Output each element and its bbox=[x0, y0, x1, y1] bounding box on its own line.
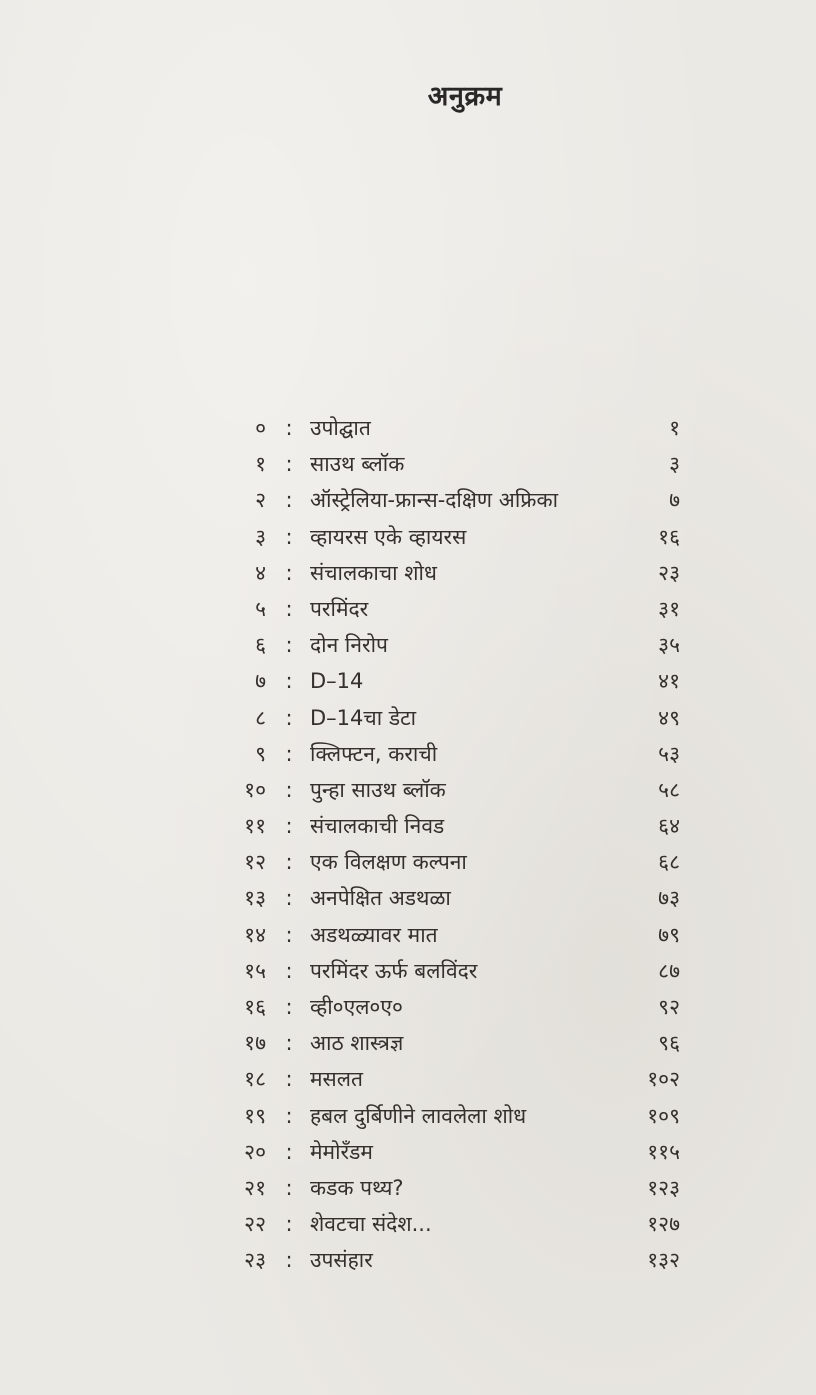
chapter-title: परमिंदर ऊर्फ बलविंदर bbox=[310, 958, 478, 983]
page-number: ६४ bbox=[658, 814, 680, 839]
chapter-number: २ bbox=[255, 488, 266, 513]
separator-colon: : bbox=[285, 741, 293, 766]
chapter-number: १७ bbox=[244, 1031, 266, 1056]
toc-row bbox=[230, 482, 680, 518]
toc-row bbox=[230, 880, 680, 916]
toc-row bbox=[230, 772, 680, 808]
chapter-number: १२ bbox=[244, 850, 266, 875]
toc-row bbox=[230, 519, 680, 555]
toc-row bbox=[230, 591, 680, 627]
toc-row bbox=[230, 555, 680, 591]
separator-colon: : bbox=[285, 633, 293, 658]
toc-row bbox=[230, 446, 680, 482]
chapter-title: परमिंदर bbox=[310, 596, 369, 621]
chapter-number: ८ bbox=[255, 705, 266, 730]
chapter-number: १ bbox=[255, 452, 266, 477]
chapter-title: दोन निरोप bbox=[310, 633, 388, 658]
toc-row bbox=[230, 1134, 680, 1170]
chapter-title: साउथ ब्लॉक bbox=[310, 452, 405, 477]
page-number: ७९ bbox=[658, 922, 680, 947]
page-number: ११५ bbox=[647, 1139, 680, 1164]
page-number: ४१ bbox=[658, 669, 680, 694]
chapter-number: १५ bbox=[244, 958, 266, 983]
chapter-number: ४ bbox=[255, 560, 266, 585]
chapter-title: D–14 bbox=[310, 669, 364, 694]
chapter-title: उपसंहार bbox=[310, 1248, 373, 1273]
separator-colon: : bbox=[285, 452, 293, 477]
chapter-title: कडक पथ्य? bbox=[310, 1175, 404, 1200]
page-number: १२७ bbox=[647, 1212, 680, 1237]
chapter-title: संचालकाचा शोध bbox=[310, 560, 437, 585]
toc-row bbox=[230, 663, 680, 699]
chapter-title: हबल दुर्बिणीने लावलेला शोध bbox=[310, 1103, 527, 1128]
toc-row bbox=[230, 989, 680, 1025]
toc-row bbox=[230, 917, 680, 953]
chapter-title: अडथळ्यावर मात bbox=[310, 922, 438, 947]
chapter-title: शेवटचा संदेश... bbox=[310, 1212, 432, 1237]
page-number: ३१ bbox=[658, 596, 680, 621]
chapter-title: ऑस्ट्रेलिया-फ्रान्स-दक्षिण अफ्रिका bbox=[310, 488, 559, 513]
separator-colon: : bbox=[285, 850, 293, 875]
toc-row bbox=[230, 953, 680, 989]
separator-colon: : bbox=[285, 705, 293, 730]
separator-colon: : bbox=[285, 669, 293, 694]
separator-colon: : bbox=[285, 922, 293, 947]
chapter-number: ६ bbox=[255, 633, 266, 658]
separator-colon: : bbox=[285, 1067, 293, 1092]
page-number: ४९ bbox=[658, 705, 680, 730]
separator-colon: : bbox=[285, 1175, 293, 1200]
chapter-number: ११ bbox=[244, 814, 266, 839]
toc-row bbox=[230, 808, 680, 844]
chapter-title: अनपेक्षित अडथळा bbox=[310, 886, 451, 911]
chapter-number: १६ bbox=[244, 995, 266, 1019]
toc-row bbox=[230, 410, 680, 446]
chapter-title: व्ही०एल०ए० bbox=[310, 995, 403, 1019]
separator-colon: : bbox=[285, 1248, 293, 1273]
separator-colon: : bbox=[285, 1212, 293, 1237]
chapter-number: १९ bbox=[244, 1103, 266, 1128]
toc-row bbox=[230, 1242, 680, 1278]
chapter-title: मसलत bbox=[310, 1067, 363, 1092]
chapter-number: २१ bbox=[244, 1175, 266, 1200]
toc-row bbox=[230, 1170, 680, 1206]
chapter-number: १४ bbox=[244, 922, 266, 947]
separator-colon: : bbox=[285, 1103, 293, 1128]
chapter-number: १८ bbox=[244, 1067, 266, 1092]
page-number: १०२ bbox=[647, 1067, 680, 1092]
chapter-number: ३ bbox=[255, 524, 266, 549]
toc-row bbox=[230, 1098, 680, 1134]
chapter-number: १३ bbox=[244, 886, 266, 911]
separator-colon: : bbox=[285, 488, 293, 513]
toc-row bbox=[230, 1025, 680, 1061]
page-number: १ bbox=[669, 416, 680, 440]
page-number: ३ bbox=[669, 452, 680, 477]
separator-colon: : bbox=[285, 1031, 293, 1056]
page-title: अनुक्रम bbox=[427, 81, 503, 112]
page-number: १६ bbox=[658, 524, 680, 549]
chapter-title: D–14चा डेटा bbox=[310, 705, 417, 730]
toc-row bbox=[230, 1061, 680, 1097]
page-number: १३२ bbox=[647, 1248, 680, 1273]
chapter-title: संचालकाची निवड bbox=[310, 814, 445, 839]
separator-colon: : bbox=[285, 1139, 293, 1164]
page-number: ६८ bbox=[658, 850, 680, 875]
chapter-title: पुन्हा साउथ ब्लॉक bbox=[310, 777, 446, 802]
chapter-number: ० bbox=[255, 416, 266, 440]
separator-colon: : bbox=[285, 596, 293, 621]
separator-colon: : bbox=[285, 416, 293, 440]
page-number: ३५ bbox=[658, 633, 680, 658]
chapter-number: ९ bbox=[255, 741, 266, 766]
separator-colon: : bbox=[285, 958, 293, 983]
separator-colon: : bbox=[285, 524, 293, 549]
page-number: ७ bbox=[669, 488, 680, 513]
page-number: ७३ bbox=[658, 886, 680, 911]
separator-colon: : bbox=[285, 886, 293, 911]
page-number: ८७ bbox=[658, 958, 680, 983]
toc-row bbox=[230, 736, 680, 772]
page-number: ९६ bbox=[658, 1031, 680, 1056]
separator-colon: : bbox=[285, 560, 293, 585]
chapter-number: १० bbox=[244, 777, 266, 802]
chapter-title: उपोद्घात bbox=[310, 416, 371, 440]
page-number: १०९ bbox=[647, 1103, 680, 1128]
chapter-title: एक विलक्षण कल्पना bbox=[310, 850, 467, 875]
toc-row bbox=[230, 700, 680, 736]
chapter-number: ५ bbox=[255, 596, 266, 621]
page-number: ९२ bbox=[658, 995, 680, 1019]
chapter-number: २० bbox=[244, 1139, 266, 1164]
table-of-contents bbox=[230, 410, 680, 1279]
page-number: ५८ bbox=[658, 777, 680, 802]
toc-row bbox=[230, 844, 680, 880]
chapter-number: ७ bbox=[255, 669, 266, 694]
page-number: ५३ bbox=[658, 741, 680, 766]
chapter-number: २३ bbox=[244, 1248, 266, 1273]
toc-row bbox=[230, 1206, 680, 1242]
separator-colon: : bbox=[285, 777, 293, 802]
chapter-title: मेमोरँडम bbox=[310, 1139, 373, 1164]
chapter-title: व्हायरस एके व्हायरस bbox=[310, 524, 467, 549]
chapter-title: क्लिफ्टन, कराची bbox=[310, 741, 438, 766]
separator-colon: : bbox=[285, 995, 293, 1019]
page-number: २३ bbox=[658, 560, 680, 585]
toc-row bbox=[230, 627, 680, 663]
page-number: १२३ bbox=[647, 1175, 680, 1200]
chapter-title: आठ शास्त्रज्ञ bbox=[310, 1031, 404, 1056]
chapter-number: २२ bbox=[244, 1212, 266, 1237]
separator-colon: : bbox=[285, 814, 293, 839]
